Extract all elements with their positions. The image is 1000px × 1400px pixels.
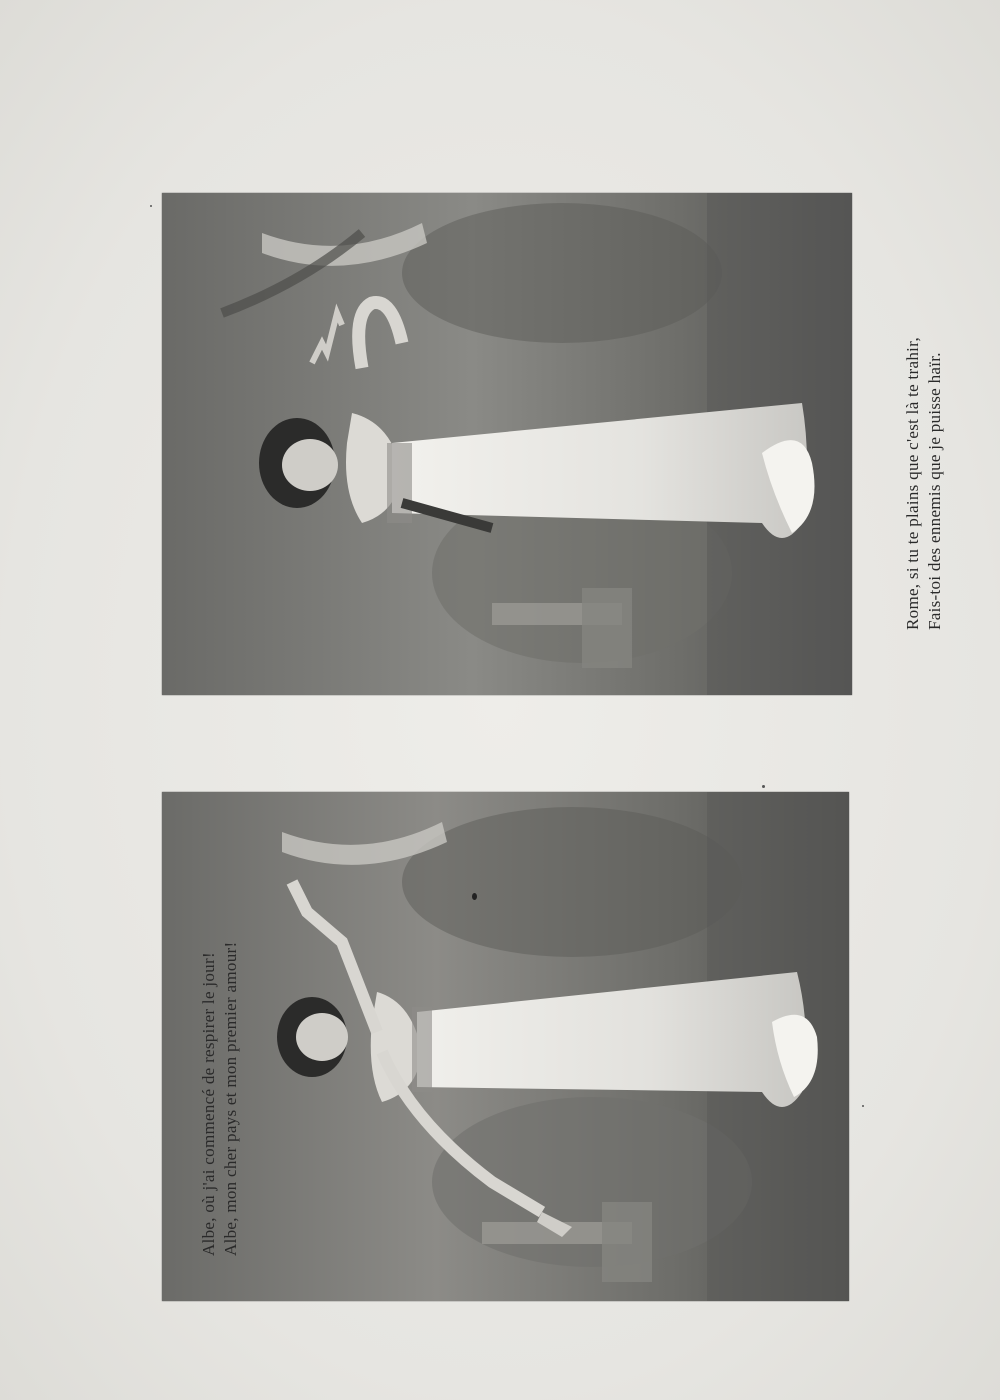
caption-rome [902, 337, 946, 630]
paper-speck [472, 893, 477, 900]
paper-speck [762, 785, 765, 788]
photo-actress-albe [162, 792, 849, 1301]
caption-albe-line-1: Albe, où j'ai commencé de respirer le jour! [199, 952, 218, 1256]
caption-rome-line-2: Fais-toi des ennemis que je puisse haïr. [925, 352, 944, 630]
caption-rome-line-1: Rome, si tu te plains que c'est là te trahir, [903, 336, 922, 630]
caption-albe-line-2: Albe, mon cher pays et mon premier amour! [221, 941, 240, 1256]
photo-albe-image [162, 792, 849, 1301]
paper-speck [862, 1105, 864, 1107]
paper-speck [150, 205, 152, 207]
photo-actress-rome [162, 193, 852, 695]
photo-rome-image [162, 193, 852, 695]
caption-albe [198, 942, 242, 1256]
